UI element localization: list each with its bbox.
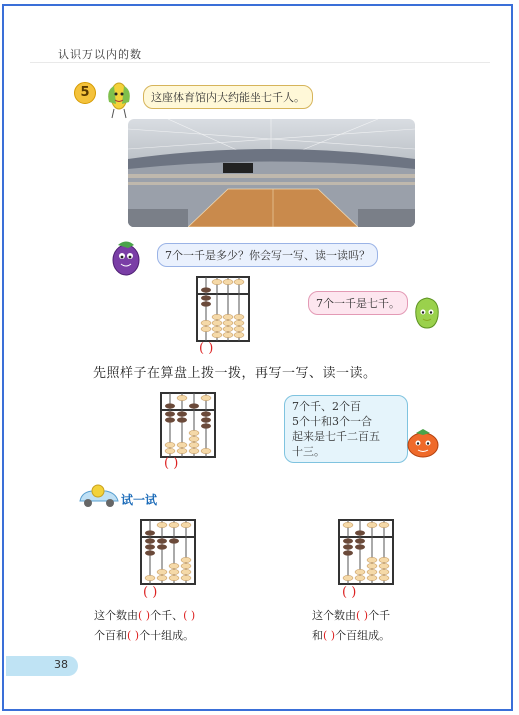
- q-text: 个百组成。: [335, 629, 391, 642]
- q-blank[interactable]: ( ): [138, 609, 151, 622]
- example-line-4: 十三。: [292, 445, 325, 458]
- caption-bubble: 这座体育馆内大约能坐七千人。: [143, 85, 313, 109]
- q-text: 这个数由: [94, 609, 138, 622]
- try-it-label: 试一试: [121, 493, 158, 507]
- page-header: 认识万以内的数: [58, 48, 142, 61]
- page-border: [2, 4, 513, 711]
- q-text: 这个数由: [312, 609, 356, 622]
- section-number-badge: 5: [74, 82, 96, 104]
- question-left-line1: [94, 606, 195, 626]
- answer-bubble: 7个一千是七千。: [308, 291, 408, 315]
- question-right-line1: [312, 606, 390, 626]
- q-blank[interactable]: ( ): [323, 629, 336, 642]
- example-line-1: 7个千、2个百: [292, 400, 361, 413]
- question-right: [312, 606, 390, 646]
- answer-blank-1[interactable]: ( ): [199, 341, 214, 356]
- eggplant-character-icon: [106, 236, 146, 278]
- q-text: 和: [312, 629, 323, 642]
- abacus-exercise-1: [140, 519, 196, 585]
- answer-blank-3[interactable]: ( ): [143, 585, 158, 600]
- tomato-character-icon: [402, 425, 444, 461]
- stadium-photo: [128, 119, 415, 227]
- car-icon: [76, 483, 120, 509]
- abacus-exercise-2: [338, 519, 394, 585]
- example-bubble: [284, 395, 408, 463]
- question-bubble: 7个一千是多少？你会写一写、读一读吗？: [157, 243, 378, 267]
- page-number: 38: [54, 658, 68, 671]
- example-line-2: 5个十和3个一合: [292, 415, 372, 428]
- q-text: 个千: [368, 609, 391, 622]
- q-blank[interactable]: ( ): [127, 629, 140, 642]
- header-divider: [30, 62, 490, 63]
- q-text: 个千、: [150, 609, 184, 622]
- q-text: 个十组成。: [139, 629, 195, 642]
- answer-blank-2[interactable]: ( ): [164, 456, 179, 471]
- example-line-3: 起来是七千二百五: [292, 430, 380, 443]
- green-pepper-character-icon: [410, 294, 444, 332]
- question-left: [94, 606, 195, 646]
- q-blank[interactable]: ( ): [183, 609, 196, 622]
- abacus-example-7253: [160, 392, 216, 458]
- question-left-line2: [94, 626, 195, 646]
- answer-blank-4[interactable]: ( ): [342, 585, 357, 600]
- corn-character-icon: [104, 80, 134, 120]
- question-right-line2: [312, 626, 390, 646]
- abacus-example-7000: [196, 276, 250, 342]
- q-text: 个百和: [94, 629, 127, 642]
- q-blank[interactable]: ( ): [356, 609, 369, 622]
- instruction-text: 先照样子在算盘上拨一拨，再写一写、读一读。: [93, 366, 377, 381]
